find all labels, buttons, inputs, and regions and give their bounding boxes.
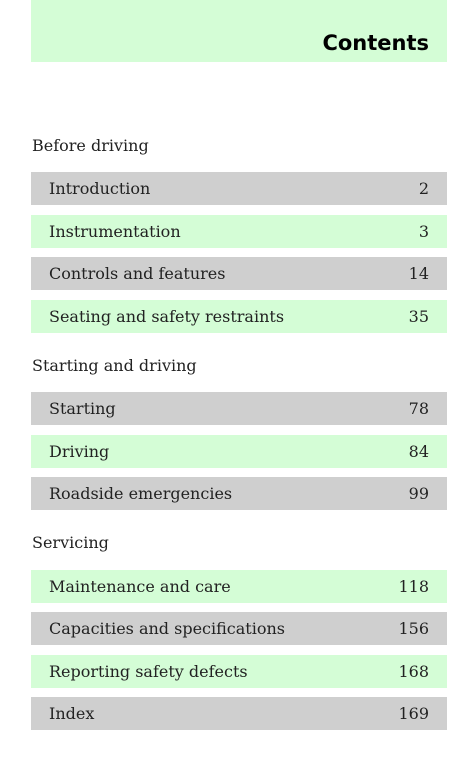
toc-entry-label: Maintenance and care [49, 577, 231, 596]
toc-entry-page: 118 [398, 577, 429, 596]
toc-entry-reporting-safety-defects[interactable] [31, 655, 447, 688]
toc-entry-label: Controls and features [49, 264, 226, 283]
toc-entry-page: 2 [418, 179, 429, 198]
section-heading-starting-and-driving: Starting and driving [32, 356, 197, 375]
contents-header [31, 0, 447, 62]
toc-entry-page: 99 [408, 484, 429, 503]
section-heading-before-driving: Before driving [32, 136, 149, 155]
section-heading-servicing: Servicing [32, 533, 109, 552]
toc-entry-label: Instrumentation [49, 222, 181, 241]
toc-entry-capacities-and-specifications[interactable] [31, 612, 447, 645]
toc-entry-page: 78 [408, 399, 429, 418]
toc-entry-label: Reporting safety defects [49, 662, 248, 681]
toc-entry-page: 3 [418, 222, 429, 241]
toc-entry-roadside-emergencies[interactable] [31, 477, 447, 510]
toc-entry-controls-and-features[interactable] [31, 257, 447, 290]
toc-entry-index[interactable] [31, 697, 447, 730]
toc-entry-seating-and-safety-restraints[interactable] [31, 300, 447, 333]
toc-entry-label: Introduction [49, 179, 151, 198]
toc-entry-page: 35 [408, 307, 429, 326]
toc-entry-label: Capacities and specifications [49, 619, 285, 638]
toc-entry-page: 84 [408, 442, 429, 461]
page-title: Contents [322, 31, 429, 55]
toc-entry-starting[interactable] [31, 392, 447, 425]
toc-entry-label: Index [49, 704, 95, 723]
toc-entry-introduction[interactable] [31, 172, 447, 205]
toc-entry-label: Roadside emergencies [49, 484, 233, 503]
toc-entry-page: 169 [398, 704, 429, 723]
toc-entry-maintenance-and-care[interactable] [31, 570, 447, 603]
toc-entry-driving[interactable] [31, 435, 447, 468]
toc-entry-page: 168 [398, 662, 429, 681]
toc-entry-label: Seating and safety restraints [49, 307, 285, 326]
toc-entry-label: Driving [49, 442, 110, 461]
toc-entry-instrumentation[interactable] [31, 215, 447, 248]
toc-entry-page: 14 [408, 264, 429, 283]
toc-entry-page: 156 [398, 619, 429, 638]
toc-entry-label: Starting [49, 399, 116, 418]
